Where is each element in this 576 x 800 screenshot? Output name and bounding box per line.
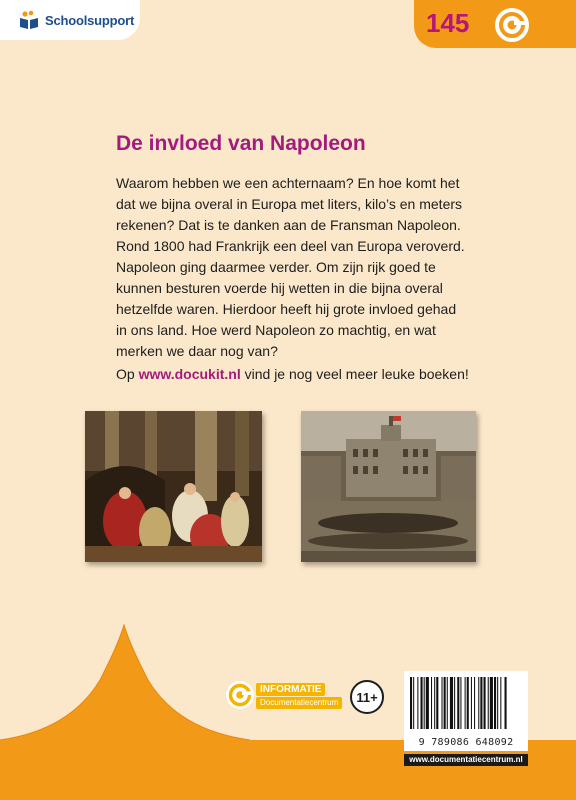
barcode-bar [478,677,479,729]
barcode-bar [505,677,507,729]
barcode-bar [474,677,475,729]
barcode-bar [497,677,498,729]
barcode-bar [410,677,412,729]
documentatiecentrum-label: Documentatiecentrum [256,697,342,709]
series-number: 145 [426,8,470,38]
barcode-bar [434,677,435,729]
barcode-bar [424,677,425,729]
website-url[interactable]: www.documentatiecentrum.nl [404,754,528,766]
barcode-bar [417,677,418,729]
series-number-badge [414,0,576,48]
barcode-bar [436,677,438,729]
isbn-number: 9 789086 648092 [418,737,514,748]
barcode-bar [465,677,466,729]
promo-line [116,366,476,382]
book-title: De invloed van Napoleon [116,132,366,155]
barcode-bar [484,677,486,729]
publisher-logo [0,0,140,40]
palace-square-painting-image [301,411,476,562]
barcode-bar [500,677,501,729]
barcode-bar [490,677,493,729]
docukit-link[interactable]: www.docukit.nl [138,366,241,382]
book-logo-icon [18,10,40,30]
informatie-label: INFORMATIE [256,683,325,696]
promo-prefix: Op [116,366,139,382]
promo-suffix: vind je nog veel meer leuke boeken! [240,366,469,382]
barcode-bars [404,671,528,733]
barcode-bar [454,677,455,729]
blurb-text: Waarom hebben we een achternaam? En hoe komt het dat we bijna overal in Europa met liters, kilo’s en meters rekenen? Dat is te danken aan de Fransman Napoleon. Rond 1800 had Frankrijk een deel van Europa veroverd. Napoleon ging daarmee verder. Om zijn rijk goed te kunnen besturen voerde hij wetten in die bijna overal hetzelfde waren. Hierdoor heeft hij grote invloed gehad in ons land. Hoe werd Napoleon zo machtig, en wat merken we daar nog van? [116,175,465,359]
barcode-bar [413,677,414,729]
barcode-bar [431,677,432,729]
barcode-bar [421,677,423,729]
barcode-bar [494,677,496,729]
barcode-bar [471,677,472,729]
isbn-barcode [404,671,528,751]
barcode-bar [480,677,482,729]
coronation-painting-image [85,411,262,562]
swirl-logo-icon [225,680,255,710]
barcode-bar [488,677,489,729]
barcode-bar [467,677,469,729]
informatie-logo [225,680,343,720]
barcode-bar [442,677,443,729]
barcode-bar [450,677,453,729]
barcode-bar [426,677,429,729]
barcode-bar [444,677,446,729]
age-badge: 11+ [350,680,384,714]
brand-name: Schoolsupport [45,12,135,28]
barcode-bar [447,677,448,729]
barcode-bar [460,677,461,729]
barcode-bar [457,677,459,729]
swirl-logo-icon [494,7,530,43]
